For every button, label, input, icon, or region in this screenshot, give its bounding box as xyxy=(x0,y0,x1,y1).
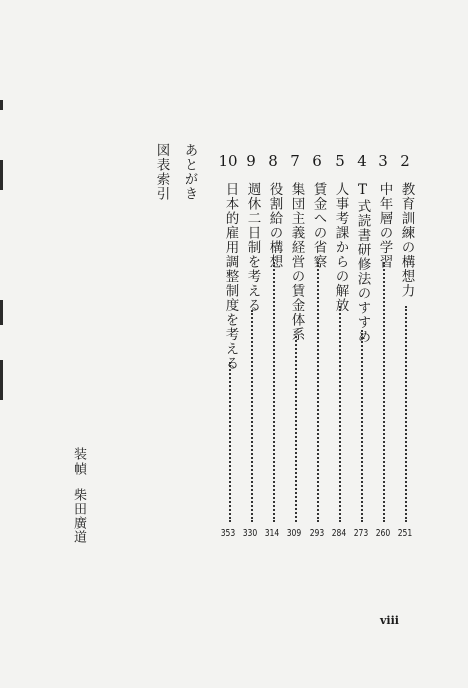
toc-entry-title[interactable]: 人事考課からの解放 xyxy=(332,182,349,313)
credit-name: 柴田廣道 xyxy=(71,488,86,544)
toc-entry-page: 293 xyxy=(309,528,325,539)
toc-leader-dots xyxy=(383,262,385,522)
toc-entry-number: 4 xyxy=(357,152,367,170)
toc-leader-dots xyxy=(251,310,253,522)
toc-entry-page: 330 xyxy=(242,528,258,539)
toc-entry-number: 6 xyxy=(312,152,322,170)
toc-entry-number: 9 xyxy=(246,152,256,170)
toc-entry-number: 5 xyxy=(335,152,345,170)
toc-entry-number: 7 xyxy=(290,152,300,170)
toc-entry-title[interactable]: 集団主義経営の賃金体系 xyxy=(288,182,305,342)
toc-entry-page: 284 xyxy=(331,528,347,539)
toc-entry-number: 10 xyxy=(218,152,238,170)
toc-leader-dots xyxy=(229,362,231,522)
toc-entry-title[interactable]: 役割給の構想 xyxy=(266,182,283,269)
toc-entry-page: 314 xyxy=(264,528,280,539)
scan-edge-mark xyxy=(0,100,3,110)
toc-leader-dots xyxy=(361,330,363,522)
toc-entry-title[interactable]: T式読書研修法のすすめ xyxy=(354,182,371,344)
toc-leader-dots xyxy=(317,262,319,522)
toc-entry-title[interactable]: 賃金への省察 xyxy=(310,182,327,269)
toc-entry-page: 353 xyxy=(220,528,236,539)
toc-afterword[interactable]: あとがき xyxy=(181,143,198,201)
scan-edge-mark xyxy=(0,360,3,400)
toc-leader-dots xyxy=(405,306,407,522)
toc-entry-title[interactable]: 中年層の学習 xyxy=(376,182,393,269)
toc-entry-title[interactable]: 教育訓練の構想力 xyxy=(398,182,415,298)
toc-entry-page: 309 xyxy=(286,528,302,539)
toc-entry-number: 3 xyxy=(378,152,388,170)
toc-entry-number: 2 xyxy=(400,152,410,170)
credit-label: 装幀 xyxy=(71,447,86,477)
toc-entry-page: 273 xyxy=(353,528,369,539)
toc-leader-dots xyxy=(295,336,297,522)
toc-entry-number: 8 xyxy=(268,152,278,170)
toc-entry-page: 260 xyxy=(375,528,391,539)
toc-figure-index[interactable]: 図表索引 xyxy=(153,143,170,201)
toc-entry-page: 251 xyxy=(397,528,413,539)
toc-leader-dots xyxy=(339,306,341,522)
scan-edge-mark xyxy=(0,160,3,190)
folio-page-number: viii xyxy=(380,614,399,627)
scan-edge-mark xyxy=(0,300,3,325)
toc-entry-title[interactable]: 週休二日制を考える xyxy=(244,182,261,313)
toc-leader-dots xyxy=(273,262,275,522)
toc-entry-title[interactable]: 日本的雇用調整制度を考える xyxy=(222,182,239,371)
